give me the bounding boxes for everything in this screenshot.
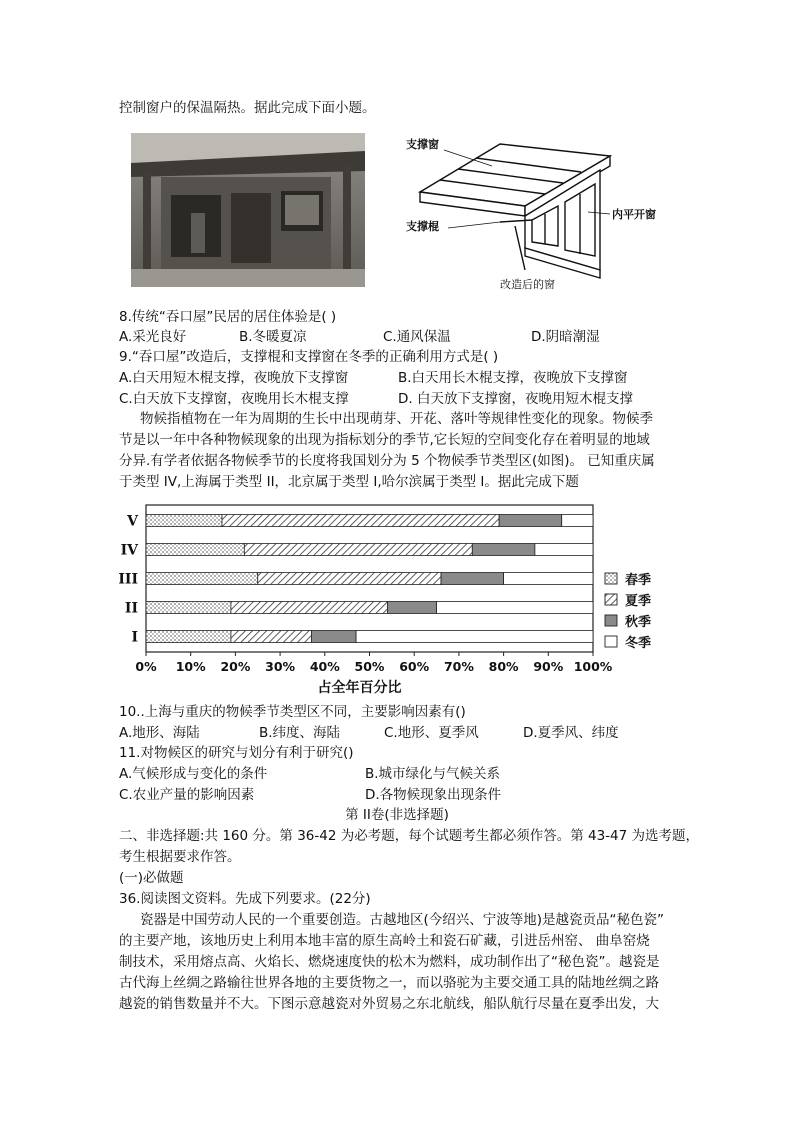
passage-line: 节是以一年中各种物候现象的出现为指标划分的季节,它长短的空间变化存在着明显的地域: [119, 432, 650, 448]
section-desc-line: 考生根据要求作答。: [119, 849, 241, 865]
q10-option-b[interactable]: B.纬度、海陆: [259, 725, 341, 741]
category-label: IV: [120, 542, 138, 559]
x-tick-label: 0%: [135, 659, 157, 674]
section-desc-line: 二、非选择题:共 160 分。第 36-42 为必考题，每个试题考生都必须作答。第 43-47 为选考题，: [119, 828, 700, 844]
q8-option-a[interactable]: A.采光良好: [119, 329, 187, 345]
q10-option-a[interactable]: A.地形、海陆: [119, 725, 200, 741]
label-inner-window: 内平开窗: [612, 208, 656, 221]
x-tick-label: 70%: [443, 659, 474, 674]
q36-line: 的主要产地，该地历史上利用本地丰富的原生高岭土和瓷石矿藏，引进岳州窑、 曲阜窑烧: [119, 933, 650, 949]
legend-label: 秋季: [625, 615, 652, 630]
phenology-chart: [118, 503, 678, 698]
category-label: II: [124, 600, 138, 617]
q9-option-c[interactable]: C.白天放下支撑窗，夜晚用长木棍支撑: [119, 391, 349, 407]
bar-segment: [441, 573, 504, 585]
bar-segment: [146, 515, 222, 527]
bar-segment: [231, 602, 387, 614]
q9-option-d[interactable]: D. 白天放下支撑窗，夜晚用短木棍支撑: [398, 391, 633, 407]
q8-option-d[interactable]: D.阴暗潮湿: [531, 329, 600, 345]
bar-segment: [387, 602, 436, 614]
bar-segment: [311, 631, 356, 643]
legend-swatch: [605, 594, 617, 605]
q36-line: 越瓷的销售数量并不大。下图示意越瓷对外贸易之东北航线，船队航行尽量在夏季出发，大: [119, 996, 659, 1012]
q36-line: 古代海上丝绸之路输往世界各地的主要货物之一，而以骆驼为主要交通工具的陆地丝绸之路: [119, 975, 659, 991]
label-support-stick: 支撑棍: [406, 220, 439, 233]
label-support-window: 支撑窗: [406, 138, 439, 151]
bar-segment: [437, 602, 593, 614]
x-tick-label: 90%: [533, 659, 564, 674]
q36-line: 瓷器是中国劳动人民的一个重要创造。古越地区(今绍兴、宁波等地)是越瓷贡品“秘色瓷”: [140, 912, 665, 928]
passage-line: 于类型 IV,上海属于类型 II，北京属于类型 I,哈尔滨属于类型 I。据此完成下题: [119, 474, 579, 490]
category-label: V: [127, 513, 138, 530]
legend-label: 冬季: [625, 636, 652, 651]
bar-segment: [231, 631, 311, 643]
q10-option-d[interactable]: D.夏季风、纬度: [523, 725, 619, 741]
house-photo: [131, 133, 365, 287]
legend-swatch: [605, 636, 617, 647]
q9-option-b[interactable]: B.白天用长木棍支撑，夜晚放下支撑窗: [398, 370, 628, 386]
category-label: I: [131, 629, 138, 646]
x-tick-label: 10%: [175, 659, 206, 674]
bar-segment: [146, 573, 258, 585]
x-tick-label: 80%: [488, 659, 519, 674]
bar-segment: [146, 602, 231, 614]
q11-option-b[interactable]: B.城市绿化与气候关系: [365, 766, 501, 782]
q11-stem: 11.对物候区的研究与划分有利于研究(): [119, 745, 354, 761]
q11-option-a[interactable]: A.气候形成与变化的条件: [119, 766, 268, 782]
legend-label: 春季: [625, 573, 652, 588]
x-tick-label: 100%: [573, 659, 613, 674]
passage-line: 物候指植物在一年为周期的生长中出现萌芽、开花、落叶等规律性变化的现象。物候季: [140, 411, 653, 427]
x-tick-label: 30%: [265, 659, 296, 674]
bar-segment: [244, 544, 472, 556]
legend-label: 夏季: [625, 594, 652, 609]
bar-segment: [146, 631, 231, 643]
q9-option-a[interactable]: A.白天用短木棍支撑，夜晚放下支撑窗: [119, 370, 349, 386]
q36-stem: 36.阅读图文资料。先成下列要求。(22分): [119, 891, 371, 907]
bar-segment: [146, 544, 244, 556]
category-label: III: [118, 571, 138, 588]
window-diagram: [400, 130, 675, 295]
bar-segment: [499, 515, 562, 527]
q11-option-c[interactable]: C.农业产量的影响因素: [119, 787, 255, 803]
x-tick-label: 60%: [399, 659, 430, 674]
bar-segment: [504, 573, 593, 585]
q36-line: 制技术，采用熔点高、火焰长、燃烧速度快的松木为燃料，成功制作出了“秘色瓷”。越瓷是: [119, 954, 660, 970]
x-axis-label: 占全年百分比: [317, 680, 402, 696]
intro-tail: 控制窗户的保温隔热。据此完成下面小题。: [119, 100, 376, 116]
q10-option-c[interactable]: C.地形、夏季风: [384, 725, 479, 741]
x-tick-label: 20%: [220, 659, 251, 674]
bar-segment: [356, 631, 593, 643]
q10-stem: 10..上海与重庆的物候季节类型区不同，主要影响因素有(): [119, 704, 466, 720]
bar-segment: [222, 515, 499, 527]
required-heading: (一)必做题: [119, 870, 184, 886]
passage-line: 分异.有学者依据各物候季节的长度将我国划分为 5 个物候季节类型区(如图)。 已知重庆属: [119, 453, 655, 469]
x-tick-label: 40%: [309, 659, 340, 674]
q11-option-d[interactable]: D.各物候现象出现条件: [365, 787, 502, 803]
q8-option-b[interactable]: B.冬暖夏凉: [239, 329, 307, 345]
section-title: 第 II卷(非选择题): [345, 807, 449, 823]
bar-segment: [258, 573, 441, 585]
x-tick-label: 50%: [354, 659, 385, 674]
legend-swatch: [605, 573, 617, 584]
q8-option-c[interactable]: C.通风保温: [383, 329, 451, 345]
legend-swatch: [605, 615, 617, 626]
diagram-caption: 改造后的窗: [500, 278, 555, 291]
bar-segment: [535, 544, 593, 556]
bar-segment: [562, 515, 593, 527]
bar-segment: [472, 544, 535, 556]
q8-stem: 8.传统“吞口屋”民居的居住体验是( ): [119, 309, 337, 325]
q9-stem: 9.“吞口屋”改造后，支撑棍和支撑窗在冬季的正确利用方式是( ): [119, 349, 499, 365]
